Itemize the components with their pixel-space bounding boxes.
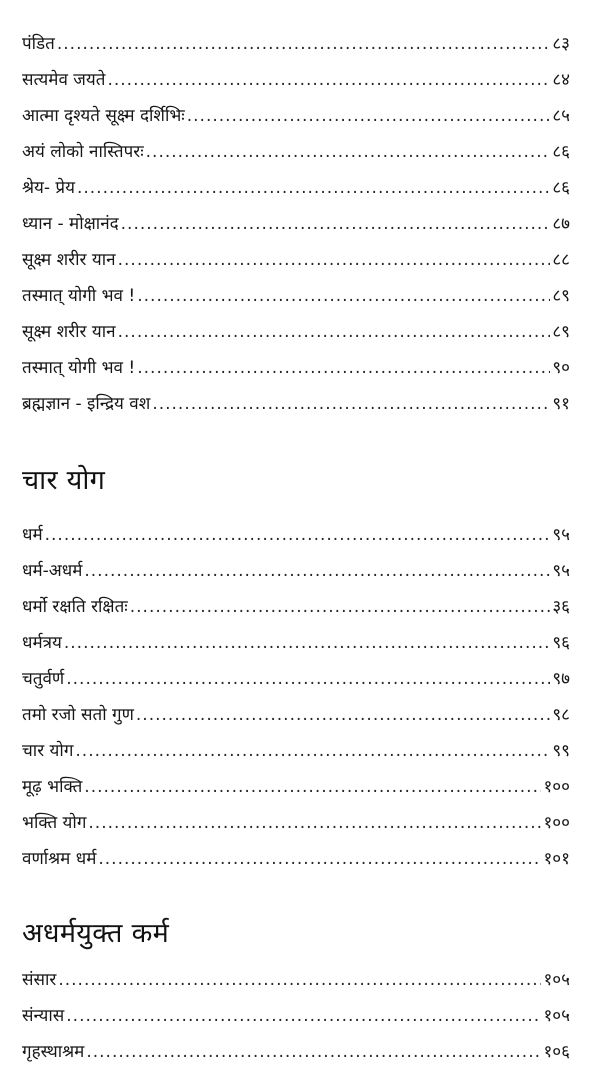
- entry-page-number: ८३: [552, 34, 570, 54]
- toc-entry[interactable]: [22, 1034, 570, 1070]
- section-heading: चार योग: [22, 465, 106, 496]
- table-of-contents: [22, 0, 570, 1070]
- dot-leader: [107, 62, 550, 98]
- entry-title: धर्मो रक्षति रक्षितः: [22, 597, 128, 617]
- entry-title: भक्ति योग: [22, 813, 87, 833]
- dot-leader: [187, 98, 551, 134]
- dot-leader: [57, 26, 550, 62]
- entry-page-number: ९०: [552, 358, 570, 378]
- toc-entry[interactable]: [22, 62, 570, 98]
- toc-entry[interactable]: [22, 998, 570, 1034]
- entry-page-number: ८४: [552, 70, 570, 90]
- toc-entry[interactable]: [22, 661, 570, 697]
- toc-entry[interactable]: [22, 697, 570, 733]
- entry-title: तस्मात् योगी भव !: [22, 358, 136, 378]
- toc-list: [22, 962, 570, 1070]
- entry-page-number: ३६: [552, 597, 570, 617]
- toc-list: [22, 517, 570, 877]
- entry-title: धर्म-अधर्म: [22, 561, 83, 581]
- toc-entry[interactable]: [22, 962, 570, 998]
- dot-leader: [66, 661, 550, 697]
- entry-title: संसार: [22, 970, 57, 990]
- dot-leader: [137, 350, 550, 386]
- dot-leader: [84, 769, 541, 805]
- entry-title: अयं लोको नास्तिपरः: [22, 142, 144, 162]
- toc-section-continued: [22, 0, 570, 422]
- entry-title: तमो रजो सतो गुण: [22, 705, 134, 725]
- toc-entry[interactable]: [22, 350, 570, 386]
- entry-page-number: ९६: [552, 633, 570, 653]
- entry-page-number: ८६: [552, 142, 570, 162]
- section-heading: अधर्मयुक्त कर्म: [22, 918, 170, 949]
- dot-leader: [58, 962, 541, 998]
- entry-page-number: ९७: [552, 669, 570, 689]
- dot-leader: [77, 170, 550, 206]
- entry-page-number: १००: [543, 777, 570, 797]
- toc-entry[interactable]: [22, 841, 570, 877]
- dot-leader: [136, 697, 550, 733]
- toc-entry[interactable]: [22, 206, 570, 242]
- entry-title: संन्यास: [22, 1006, 65, 1026]
- dot-leader: [86, 1034, 541, 1070]
- entry-page-number: ९५: [552, 561, 570, 581]
- entry-title: ध्यान - मोक्षानंद: [22, 214, 119, 234]
- toc-entry[interactable]: [22, 625, 570, 661]
- toc-entry[interactable]: [22, 553, 570, 589]
- toc-entry[interactable]: [22, 769, 570, 805]
- entry-page-number: ९५: [552, 525, 570, 545]
- entry-title: ब्रह्मज्ञान - इन्द्रिय वश: [22, 394, 151, 414]
- toc-entry[interactable]: [22, 805, 570, 841]
- toc-list: [22, 26, 570, 422]
- entry-page-number: ८९: [552, 286, 570, 306]
- dot-leader: [146, 134, 551, 170]
- entry-page-number: १०६: [543, 1042, 570, 1062]
- dot-leader: [118, 314, 551, 350]
- entry-title: चतुर्वर्ण: [22, 669, 65, 689]
- toc-section-char-yog: [22, 460, 570, 877]
- dot-leader: [152, 386, 550, 422]
- entry-page-number: ८९: [552, 322, 570, 342]
- entry-page-number: ८६: [552, 178, 570, 198]
- entry-page-number: ९९: [552, 741, 570, 761]
- entry-title: आत्मा दृश्यते सूक्ष्म दर्शिभिः: [22, 106, 185, 126]
- entry-title: सूक्ष्म शरीर यान: [22, 322, 116, 342]
- toc-entry[interactable]: [22, 134, 570, 170]
- entry-page-number: ८५: [552, 106, 570, 126]
- dot-leader: [137, 278, 550, 314]
- toc-entry[interactable]: [22, 733, 570, 769]
- entry-title: सूक्ष्म शरीर यान: [22, 250, 116, 270]
- entry-title: पंडित: [22, 34, 55, 54]
- dot-leader: [88, 805, 541, 841]
- entry-title: वर्णाश्रम धर्म: [22, 849, 97, 869]
- entry-page-number: १०५: [543, 1006, 570, 1026]
- entry-title: तस्मात् योगी भव !: [22, 286, 136, 306]
- dot-leader: [75, 733, 550, 769]
- toc-entry[interactable]: [22, 26, 570, 62]
- entry-title: धर्म: [22, 525, 43, 545]
- entry-title: चार योग: [22, 741, 74, 761]
- entry-title: मूढ़ भक्ति: [22, 777, 83, 797]
- entry-page-number: ९१: [552, 394, 570, 414]
- dot-leader: [64, 625, 550, 661]
- toc-entry[interactable]: [22, 242, 570, 278]
- dot-leader: [98, 841, 541, 877]
- dot-leader: [84, 553, 550, 589]
- dot-leader: [121, 206, 551, 242]
- entry-page-number: १००: [543, 813, 570, 833]
- toc-entry[interactable]: [22, 278, 570, 314]
- dot-leader: [45, 517, 551, 553]
- toc-entry[interactable]: [22, 517, 570, 553]
- dot-leader: [66, 998, 541, 1034]
- entry-title: सत्यमेव जयते: [22, 70, 106, 90]
- entry-title: धर्मत्रय: [22, 633, 62, 653]
- entry-title: गृहस्थाश्रम: [22, 1042, 85, 1062]
- toc-entry[interactable]: [22, 589, 570, 625]
- toc-section-adharmayukt-karm: [22, 913, 570, 1070]
- toc-entry[interactable]: [22, 98, 570, 134]
- entry-page-number: ८७: [552, 214, 570, 234]
- entry-page-number: १०५: [543, 970, 570, 990]
- toc-entry[interactable]: [22, 314, 570, 350]
- dot-leader: [118, 242, 551, 278]
- entry-page-number: ९८: [552, 705, 570, 725]
- dot-leader: [130, 589, 551, 625]
- toc-entry[interactable]: [22, 170, 570, 206]
- entry-title: श्रेय- प्रेय: [22, 178, 75, 198]
- entry-page-number: ८८: [552, 250, 570, 270]
- toc-entry[interactable]: [22, 386, 570, 422]
- entry-page-number: १०१: [543, 849, 570, 869]
